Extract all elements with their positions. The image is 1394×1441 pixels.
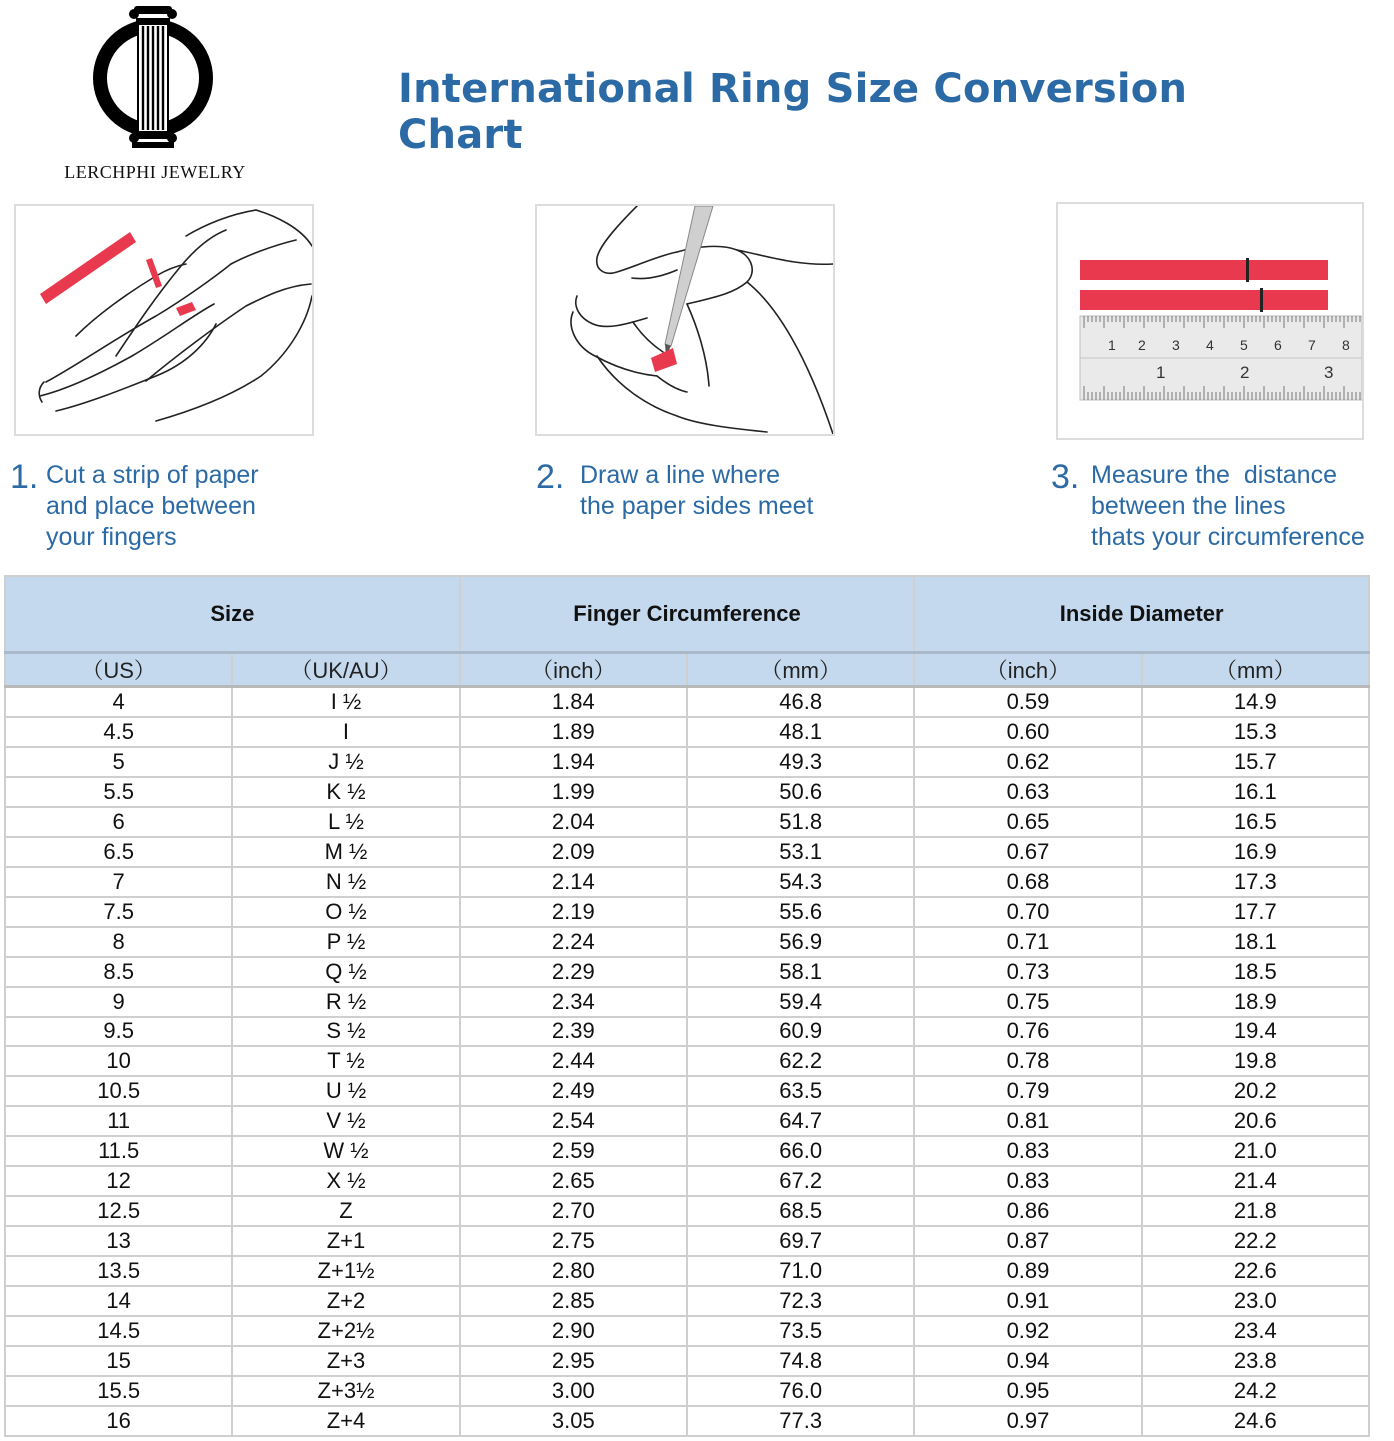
ruler-top-number: 8 (1342, 337, 1350, 353)
table-cell: 2.49 (460, 1076, 687, 1106)
table-cell: 23.0 (1142, 1286, 1369, 1316)
table-cell: 0.75 (914, 987, 1141, 1017)
table-cell: 73.5 (687, 1316, 914, 1346)
unit-circ-mm: （mm） (687, 653, 914, 687)
table-cell: 3.00 (460, 1376, 687, 1406)
table-cell: 0.60 (914, 717, 1141, 747)
table-cell: 4.5 (5, 717, 232, 747)
group-size: Size (5, 576, 460, 653)
table-cell: I ½ (232, 687, 459, 717)
brand-logo (40, 4, 270, 184)
table-row (5, 1286, 1369, 1316)
table-cell: Z+1 (232, 1226, 459, 1256)
table-cell: 0.92 (914, 1316, 1141, 1346)
table-cell: 12.5 (5, 1196, 232, 1226)
ruler-bottom-number: 3 (1324, 363, 1334, 382)
ruler-top-number: 5 (1240, 337, 1248, 353)
table-cell: R ½ (232, 987, 459, 1017)
table-cell: 2.24 (460, 927, 687, 957)
table-cell: 2.95 (460, 1346, 687, 1376)
table-cell: 48.1 (687, 717, 914, 747)
table-cell: 4 (5, 687, 232, 717)
ruler-top-number: 3 (1172, 337, 1180, 353)
table-row (5, 987, 1369, 1017)
table-cell: 11 (5, 1106, 232, 1136)
step-1-illustration (14, 204, 314, 436)
table-cell: 16 (5, 1406, 232, 1436)
ruler-top-number: 2 (1138, 337, 1146, 353)
table-row (5, 1136, 1369, 1166)
table-cell: 2.80 (460, 1256, 687, 1286)
step-3-illustration (1056, 202, 1364, 440)
group-finger-circumference: Finger Circumference (460, 576, 915, 653)
table-cell: 2.90 (460, 1316, 687, 1346)
table-row (5, 897, 1369, 927)
table-cell: 14.5 (5, 1316, 232, 1346)
table-cell: 2.70 (460, 1196, 687, 1226)
table-row (5, 1316, 1369, 1346)
table-cell: 23.8 (1142, 1346, 1369, 1376)
table-row (5, 747, 1369, 777)
step-2-number: 2. (536, 458, 565, 496)
table-cell: 0.89 (914, 1256, 1141, 1286)
step-2-text: Draw a line where the paper sides meet (580, 461, 814, 520)
unit-circ-inch: （inch） (460, 653, 687, 687)
table-cell: U ½ (232, 1076, 459, 1106)
table-cell: P ½ (232, 927, 459, 957)
table-cell: 0.78 (914, 1046, 1141, 1076)
table-row (5, 927, 1369, 957)
table-cell: 76.0 (687, 1376, 914, 1406)
table-cell: 0.71 (914, 927, 1141, 957)
step-1-text: Cut a strip of paper and place between your fingers (46, 461, 259, 551)
table-row (5, 957, 1369, 987)
table-cell: 74.8 (687, 1346, 914, 1376)
table-row (5, 687, 1369, 717)
table-body (5, 687, 1369, 1437)
table-cell: 9 (5, 987, 232, 1017)
table-row (5, 1406, 1369, 1436)
table-cell: 2.04 (460, 807, 687, 837)
table-cell: 59.4 (687, 987, 914, 1017)
table-cell: 8.5 (5, 957, 232, 987)
table-cell: 7.5 (5, 897, 232, 927)
table-cell: 0.59 (914, 687, 1141, 717)
table-row (5, 717, 1369, 747)
table-cell: 8 (5, 927, 232, 957)
table-row (5, 777, 1369, 807)
table-cell: 21.4 (1142, 1166, 1369, 1196)
table-cell: 18.5 (1142, 957, 1369, 987)
table-cell: 0.86 (914, 1196, 1141, 1226)
table-cell: 46.8 (687, 687, 914, 717)
table-cell: Z+3½ (232, 1376, 459, 1406)
table-cell: 15.7 (1142, 747, 1369, 777)
table-cell: M ½ (232, 837, 459, 867)
table-cell: Z+2½ (232, 1316, 459, 1346)
table-cell: 71.0 (687, 1256, 914, 1286)
table-cell: I (232, 717, 459, 747)
table-cell: N ½ (232, 867, 459, 897)
table-cell: Z+4 (232, 1406, 459, 1436)
table-cell: 22.2 (1142, 1226, 1369, 1256)
table-row (5, 1376, 1369, 1406)
table-cell: 63.5 (687, 1076, 914, 1106)
table-cell: W ½ (232, 1136, 459, 1166)
table-cell: Z+2 (232, 1286, 459, 1316)
table-cell: 10 (5, 1046, 232, 1076)
ruler-top-number: 7 (1308, 337, 1316, 353)
table-cell: 60.9 (687, 1017, 914, 1047)
column-in-ring-logo-icon (90, 4, 220, 154)
table-cell: 69.7 (687, 1226, 914, 1256)
table-cell: 2.09 (460, 837, 687, 867)
ruler-measurement-icon (1058, 204, 1362, 438)
table-cell: 0.83 (914, 1166, 1141, 1196)
table-cell: K ½ (232, 777, 459, 807)
table-cell: 0.65 (914, 807, 1141, 837)
table-cell: 6 (5, 807, 232, 837)
table-row (5, 867, 1369, 897)
table-cell: 15.5 (5, 1376, 232, 1406)
table-row (5, 1076, 1369, 1106)
table-cell: 58.1 (687, 957, 914, 987)
table-cell: 16.5 (1142, 807, 1369, 837)
page-title: International Ring Size Conversion Chart (398, 66, 1188, 158)
table-cell: 2.44 (460, 1046, 687, 1076)
table-row (5, 1256, 1369, 1286)
table-cell: Q ½ (232, 957, 459, 987)
table-cell: 67.2 (687, 1166, 914, 1196)
table-cell: 18.9 (1142, 987, 1369, 1017)
table-cell: 0.67 (914, 837, 1141, 867)
table-cell: 15 (5, 1346, 232, 1376)
table-cell: 2.65 (460, 1166, 687, 1196)
table-row (5, 1017, 1369, 1047)
group-inside-diameter: Inside Diameter (914, 576, 1369, 653)
table-cell: 6.5 (5, 837, 232, 867)
table-cell: 51.8 (687, 807, 914, 837)
table-cell: 0.79 (914, 1076, 1141, 1106)
hand-drawing-line-icon (537, 206, 833, 434)
unit-us: （US） (5, 653, 232, 687)
table-cell: 10.5 (5, 1076, 232, 1106)
table-cell: 0.91 (914, 1286, 1141, 1316)
table-cell: 21.8 (1142, 1196, 1369, 1226)
table-cell: 5.5 (5, 777, 232, 807)
table-cell: 0.63 (914, 777, 1141, 807)
table-cell: 0.94 (914, 1346, 1141, 1376)
table-unit-header (5, 653, 1369, 687)
table-cell: 66.0 (687, 1136, 914, 1166)
table-cell: 2.14 (460, 867, 687, 897)
table-cell: 13 (5, 1226, 232, 1256)
table-cell: 1.84 (460, 687, 687, 717)
table-cell: 68.5 (687, 1196, 914, 1226)
table-cell: 23.4 (1142, 1316, 1369, 1346)
step-2-illustration (535, 204, 835, 436)
table-cell: 54.3 (687, 867, 914, 897)
table-cell: 21.0 (1142, 1136, 1369, 1166)
table-cell: 77.3 (687, 1406, 914, 1436)
table-row (5, 1166, 1369, 1196)
table-cell: 64.7 (687, 1106, 914, 1136)
ruler-top-number: 1 (1108, 337, 1116, 353)
table-cell: 13.5 (5, 1256, 232, 1286)
table-cell: 20.2 (1142, 1076, 1369, 1106)
table-cell: 62.2 (687, 1046, 914, 1076)
table-cell: 0.73 (914, 957, 1141, 987)
table-cell: 72.3 (687, 1286, 914, 1316)
table-cell: 2.29 (460, 957, 687, 987)
table-cell: 7 (5, 867, 232, 897)
table-cell: 0.76 (914, 1017, 1141, 1047)
table-cell: 14.9 (1142, 687, 1369, 717)
table-cell: X ½ (232, 1166, 459, 1196)
table-cell: 2.85 (460, 1286, 687, 1316)
table-cell: 0.95 (914, 1376, 1141, 1406)
table-cell: 2.19 (460, 897, 687, 927)
brand-name: LERCHPHI JEWELRY (64, 162, 246, 182)
table-cell: 53.1 (687, 837, 914, 867)
table-cell: 1.99 (460, 777, 687, 807)
table-cell: 0.68 (914, 867, 1141, 897)
table-cell: Z+1½ (232, 1256, 459, 1286)
table-cell: 19.4 (1142, 1017, 1369, 1047)
table-cell: V ½ (232, 1106, 459, 1136)
table-cell: 17.7 (1142, 897, 1369, 927)
table-cell: 3.05 (460, 1406, 687, 1436)
table-cell: 2.59 (460, 1136, 687, 1166)
table-cell: 0.83 (914, 1136, 1141, 1166)
table-row (5, 807, 1369, 837)
table-cell: O ½ (232, 897, 459, 927)
table-cell: T ½ (232, 1046, 459, 1076)
unit-diam-inch: （inch） (914, 653, 1141, 687)
step-1-number: 1. (10, 458, 39, 496)
table-cell: L ½ (232, 807, 459, 837)
table-row (5, 1346, 1369, 1376)
table-cell: 49.3 (687, 747, 914, 777)
table-cell: 56.9 (687, 927, 914, 957)
table-cell: 17.3 (1142, 867, 1369, 897)
table-cell: 0.81 (914, 1106, 1141, 1136)
table-cell: 11.5 (5, 1136, 232, 1166)
table-cell: 1.89 (460, 717, 687, 747)
table-cell: 2.34 (460, 987, 687, 1017)
ruler-bottom-number: 1 (1156, 363, 1166, 382)
table-cell: 15.3 (1142, 717, 1369, 747)
step-3-number: 3. (1051, 458, 1080, 496)
table-cell: J ½ (232, 747, 459, 777)
table-cell: Z (232, 1196, 459, 1226)
table-cell: 12 (5, 1166, 232, 1196)
table-cell: 55.6 (687, 897, 914, 927)
table-cell: 50.6 (687, 777, 914, 807)
table-cell: 14 (5, 1286, 232, 1316)
table-cell: 22.6 (1142, 1256, 1369, 1286)
step-3-text: Measure the distance between the lines thats your circumference (1091, 461, 1365, 551)
table-cell: 1.94 (460, 747, 687, 777)
table-cell: 16.1 (1142, 777, 1369, 807)
ruler-top-number: 4 (1206, 337, 1214, 353)
ring-size-table (4, 575, 1370, 1437)
table-cell: 2.75 (460, 1226, 687, 1256)
table-cell: 0.97 (914, 1406, 1141, 1436)
table-group-header (5, 576, 1369, 653)
table-cell: 24.6 (1142, 1406, 1369, 1436)
table-row (5, 1226, 1369, 1256)
table-cell: 20.6 (1142, 1106, 1369, 1136)
table-cell: 19.8 (1142, 1046, 1369, 1076)
table-cell: 18.1 (1142, 927, 1369, 957)
table-cell: S ½ (232, 1017, 459, 1047)
unit-diam-mm: （mm） (1142, 653, 1369, 687)
ruler-top-number: 6 (1274, 337, 1282, 353)
table-cell: 5 (5, 747, 232, 777)
table-cell: 9.5 (5, 1017, 232, 1047)
table-cell: Z+3 (232, 1346, 459, 1376)
table-row (5, 1106, 1369, 1136)
table-cell: 0.87 (914, 1226, 1141, 1256)
table-row (5, 837, 1369, 867)
table-cell: 0.62 (914, 747, 1141, 777)
hand-with-paper-strip-icon (16, 206, 312, 434)
table-cell: 16.9 (1142, 837, 1369, 867)
unit-uk-au: （UK/AU） (232, 653, 459, 687)
table-cell: 24.2 (1142, 1376, 1369, 1406)
table-row (5, 1046, 1369, 1076)
table-row (5, 1196, 1369, 1226)
table-cell: 0.70 (914, 897, 1141, 927)
table-cell: 2.39 (460, 1017, 687, 1047)
ruler-bottom-number: 2 (1240, 363, 1250, 382)
table-cell: 2.54 (460, 1106, 687, 1136)
